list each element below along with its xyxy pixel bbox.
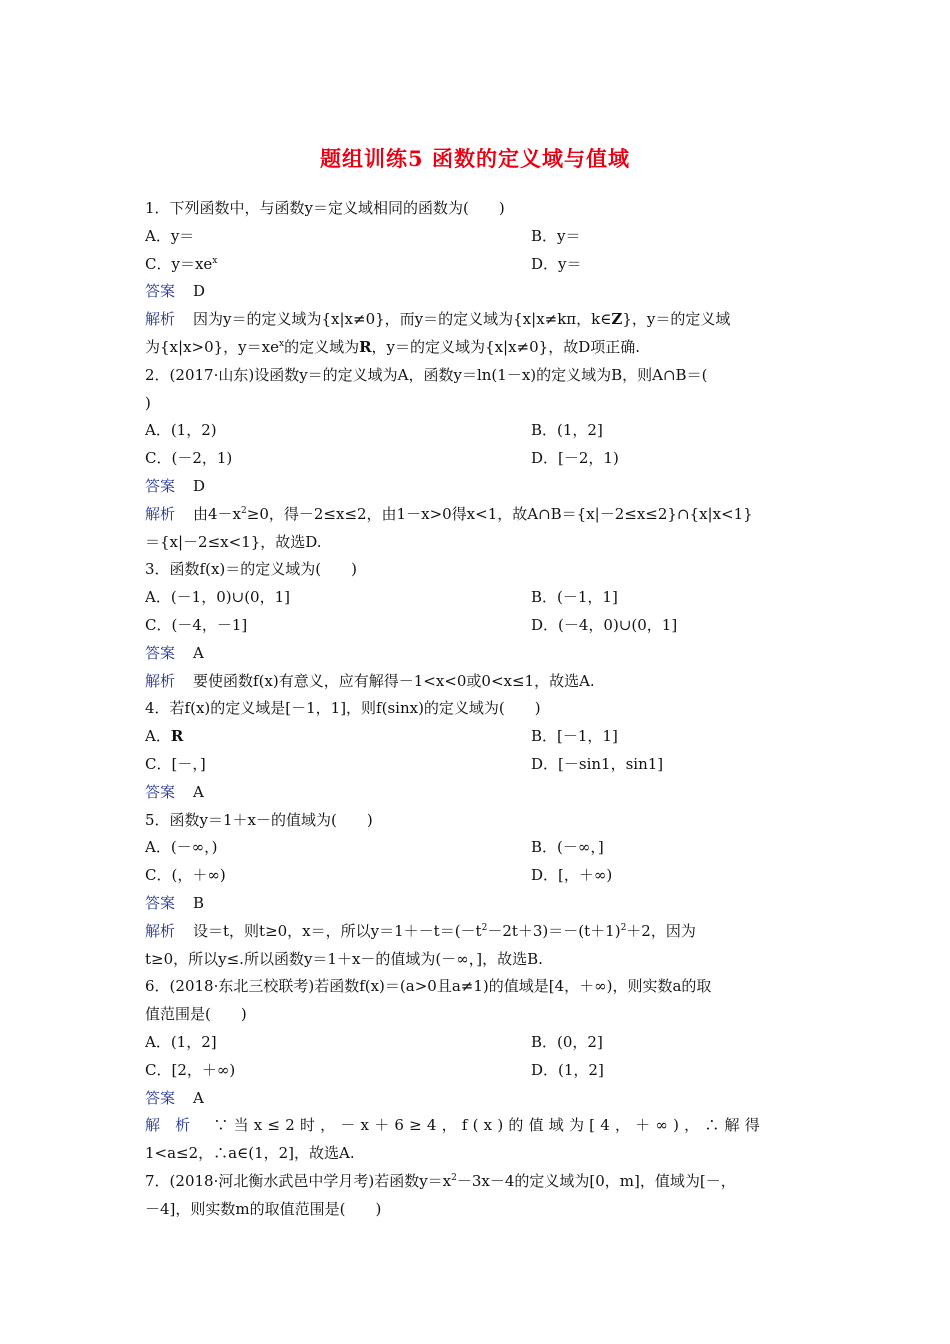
q6-answer (145, 1085, 807, 1113)
q3-stem: 3．函数f(x)＝的定义域为( ) (145, 560, 357, 579)
q6-stem-line2: 值范围是( ) (145, 1005, 247, 1024)
q4-option-b: B．[－1，1] (531, 727, 618, 746)
answer-label: 答案 (145, 282, 176, 301)
q6-explanation-line2: 1<a≤2，∴a∈(1，2]，故选A. (145, 1144, 355, 1163)
q7-stem-line2: －4]，则实数m的取值范围是( ) (145, 1199, 382, 1218)
q5-option-c: C．(，＋∞) (145, 866, 226, 885)
q5-stem: 5．函数y＝1＋x－的值域为( ) (145, 810, 373, 829)
q2-options-cd (145, 445, 807, 473)
q6-option-d: D．(1，2] (531, 1060, 604, 1079)
q2-explanation-line2: ＝{x|－2≤x<1}，故选D. (145, 532, 322, 551)
answer-label: 答案 (145, 643, 176, 662)
answer-label: 答案 (145, 476, 176, 495)
q4-options-cd (145, 751, 807, 779)
answer-value: B (193, 893, 205, 912)
q5-option-b: B．(－∞，] (531, 838, 604, 857)
q1-option-b: B．y＝ (531, 226, 581, 245)
q2-explanation-line1: 解析 由$4-x^2\ge 0$，得－2≤x≤2，由1－x>0得x<1，故A∩B＝{x|－2≤x≤2}∩{x|x<1} (145, 504, 753, 523)
q3-options-cd (145, 612, 807, 640)
q6-option-c: C．[2，＋∞) (145, 1060, 236, 1079)
question-list (145, 195, 807, 1223)
q4-stem: 4．若f(x)的定义域是[－1，1]，则f(sinx)的定义域为( ) (145, 699, 541, 718)
answer-label: 答案 (145, 893, 176, 912)
q4-option-a: A．R (145, 727, 184, 746)
q2-option-c: C．(－2，1) (145, 449, 233, 468)
q2-stem-line2: ) (145, 393, 151, 412)
q5-explanation-line2: t≥0，所以y≤.所以函数y＝1＋x－的值域为(－∞，]，故选B. (145, 949, 543, 968)
explanation-label: 解析 (145, 921, 176, 940)
q5-options-cd (145, 862, 807, 890)
answer-value: A (193, 782, 204, 801)
q5-options-ab (145, 834, 807, 862)
q2-option-b: B．(1，2] (531, 421, 603, 440)
q1-answer (145, 278, 807, 306)
q1-stem: 1．下列函数中，与函数y＝定义域相同的函数为( ) (145, 199, 505, 217)
q4-answer (145, 779, 807, 807)
q2-options-ab (145, 417, 807, 445)
q3-answer (145, 640, 807, 668)
q7-stem-line1: 7．(2018·河北衡水武邑中学月考)若函数$y=x^2-3x-4$的定义域为[0，m]，值域为[－， (145, 1171, 736, 1190)
answer-value: D (193, 282, 206, 301)
q6-options-cd (145, 1057, 807, 1085)
answer-label: 答案 (145, 1088, 176, 1107)
q5-answer (145, 890, 807, 918)
q5-option-a: A．(－∞，) (145, 838, 218, 857)
q3-options-ab (145, 584, 807, 612)
q4-option-c: C．[－，] (145, 754, 206, 773)
q2-option-d: D．[－2，1) (531, 449, 619, 468)
q3-option-c: C．(－4，－1] (145, 615, 248, 634)
q5-explanation-line1: 解析 设＝t，则t≥0，x＝，所以$y=1+-t=(-t^2-2t+3)=-(t+1)^2+2$，因为 (145, 921, 696, 940)
explanation-label: 解 析 (145, 1116, 196, 1135)
q2-option-a: A．(1，2) (145, 421, 217, 440)
q3-option-a: A．(－1，0)∪(0，1] (145, 588, 290, 607)
q4-option-d: D．[－sin1，sin1] (531, 754, 664, 773)
explanation-label: 解析 (145, 504, 176, 523)
answer-value: A (193, 643, 204, 662)
q4-options-ab (145, 723, 807, 751)
answer-value: A (193, 1088, 204, 1107)
answer-label: 答案 (145, 782, 176, 801)
page-title: 题组训练5 函数的定义域与值域 (320, 146, 630, 171)
q6-explanation-line1: 解 析 ∵当x≤2时，－x＋6≥4，f(x)的值域为[4，＋∞)，∴解得 (145, 1116, 765, 1135)
q1-explanation-line2: 为{x|x>0}，$y=xe^x$的定义域为R，y＝的定义域为{x|x≠0}，故D项正确. (145, 337, 640, 356)
explanation-label: 解析 (145, 671, 176, 690)
q2-answer (145, 473, 807, 501)
q3-option-d: D．(－4，0)∪(0，1] (531, 615, 678, 634)
q1-option-a: A．y＝ (145, 226, 195, 245)
q2-stem-line1: 2．(2017·山东)设函数y＝的定义域为A，函数y＝ln(1－x)的定义域为B，则A∩B＝( (145, 365, 708, 384)
q1-options-cd (145, 251, 807, 279)
q3-option-b: B．(－1，1] (531, 588, 618, 607)
q6-options-ab (145, 1029, 807, 1057)
q6-option-b: B．(0，2] (531, 1032, 603, 1051)
q6-stem-line1: 6．(2018·东北三校联考)若函数f(x)＝(a>0且a≠1)的值域是[4，＋∞)，则实数a的取 (145, 977, 712, 996)
q1-option-d: D．y＝ (531, 254, 582, 273)
answer-value: D (193, 476, 206, 495)
q3-explanation-line1: 解析 要使函数f(x)有意义，应有解得－1<x<0或0<x≤1，故选A. (145, 671, 595, 690)
q5-option-d: D．[，＋∞) (531, 866, 613, 885)
q1-option-c: C．$y=xe^x$ (145, 254, 218, 273)
q6-option-a: A．(1，2] (145, 1032, 217, 1051)
q1-explanation-line1: 解析 因为y＝的定义域为{x|x≠0}，而y＝的定义域为{x|x≠kπ，k∈Z}，y＝的定义域 (145, 310, 731, 329)
q1-options-ab (145, 223, 807, 251)
explanation-label: 解析 (145, 310, 176, 329)
